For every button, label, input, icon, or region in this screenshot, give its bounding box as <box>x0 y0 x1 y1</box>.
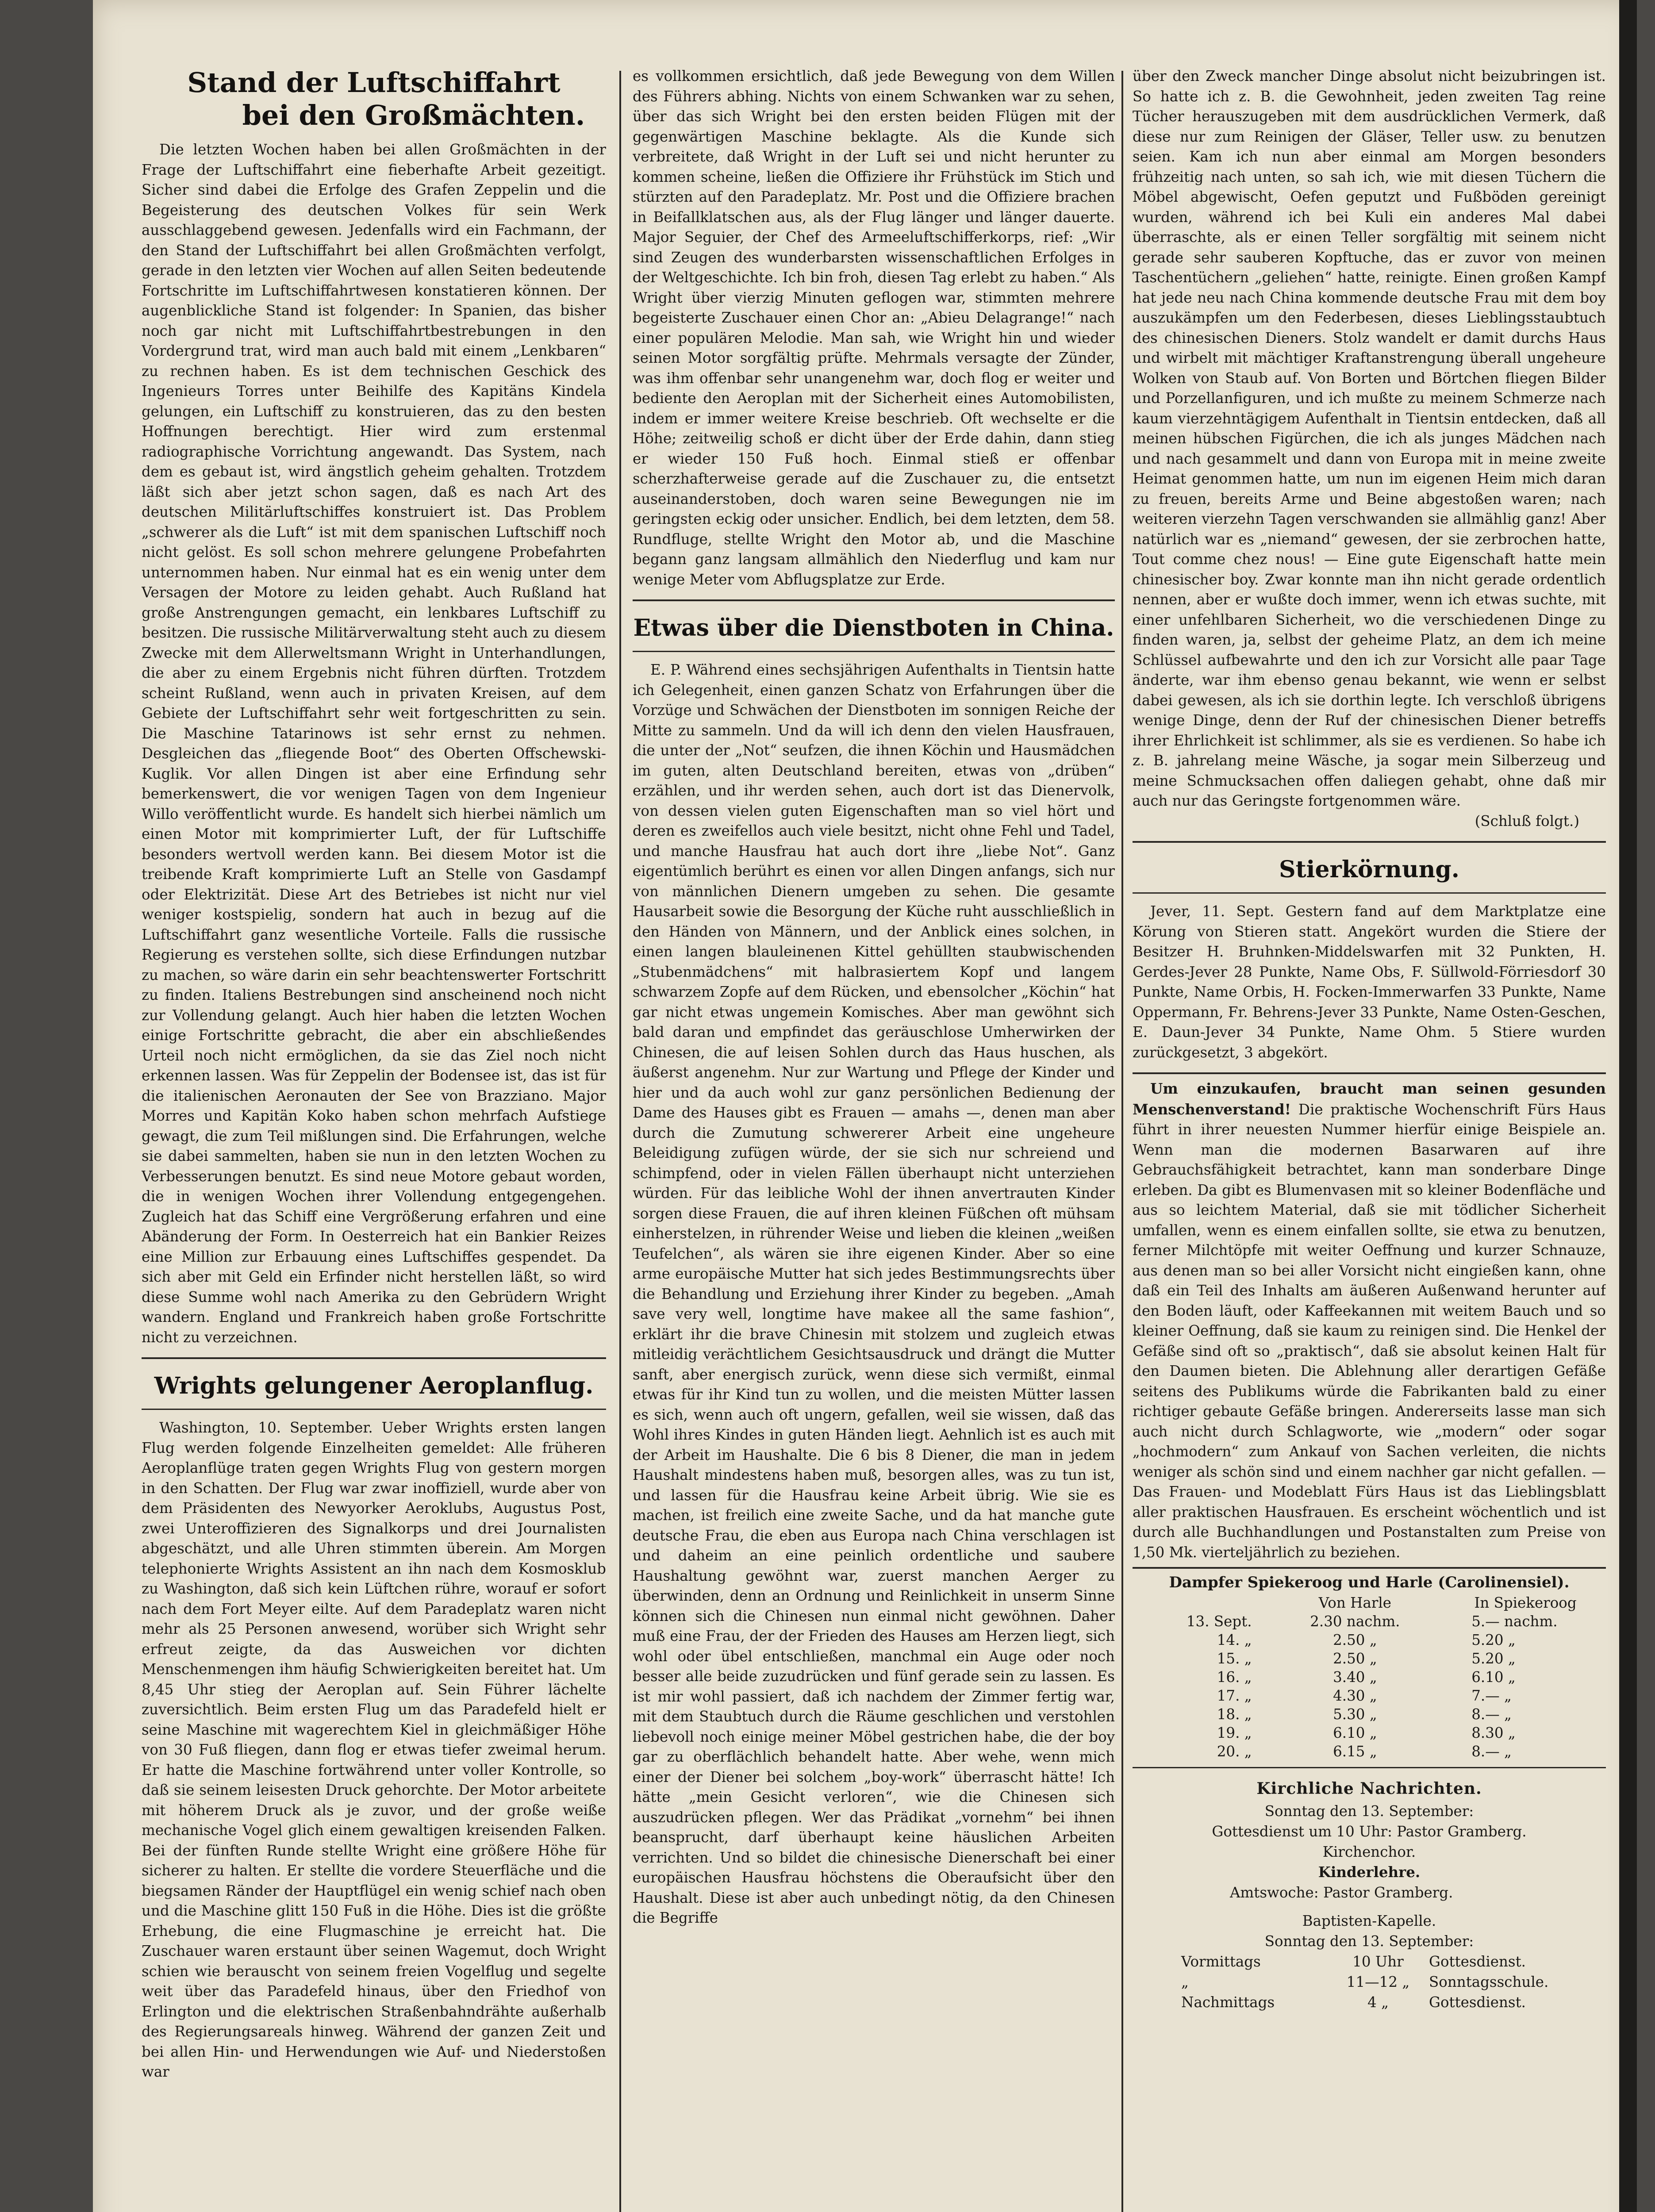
table-row: 20. „ 6.15 „ 8.— „ <box>1217 1743 1512 1760</box>
article-divider <box>633 599 1115 601</box>
article-divider <box>1133 1767 1606 1768</box>
advertisement-box <box>1133 1072 1606 1569</box>
column-2 <box>633 66 1115 2212</box>
article-body-china-part2: über den Zweck mancher Dinge absolut nicht beizubringen ist. So hatte ich z. B. die Gewohnheit, jeden zweiten Tag reine Tücher herauszugeben mit dem ausdrücklichen Vermerk, daß diese nur zum Reinigen der Gläser, Teller usw. zu benutzen seien. Kam ich nun aber einmal am Morgen besonders frühzeitig nach unten, so sah ich, wie mit diesen Tüchern die Möbel abgewischt, Oefen geputzt und Fußböden gereinigt wurden, während ich bei Kuli ein anderes Mal dabei überraschte, als er einen Teller sorgfältig mit seinem nicht gerade sehr sauberen Kopftuche, das er zuvor von meinen Taschentüchern „geliehen“ hatte, reinigte. Einen großen Kampf hat jede neu nach China kommende deutsche Frau mit dem boy auszukämpfen um den Federbesen, dieses Lieblingsstaubtuch des chinesischen Dieners. Stolz wandelt er damit durchs Haus und wirbelt mit mächtiger Kraftanstrengung überall ungeheure Wolken von Staub auf. Von Borten und Börtchen fliegen Bilder und Porzellanfiguren, und ich mußte zu meinem Schmerze nach kaum vierzehntägigem Aufenthalt in Tientsin entdecken, daß all meinen hübschen Figürchen, die ich als junges Mädchen nach und nach gesammelt und dann von Europa mit in meine zweite Heimat genommen hatte, um nun im eigenen Heim mich daran zu freuen, bereits Arme und Beine abgestoßen waren; nach weiteren vierzehn Tagen verschwanden sie allmählig ganz! Aber natürlich war es „niemand“ gewesen, der sie zerbrochen hatte, Tout comme chez nous! — Eine gute Eigenschaft hatte mein chinesischer boy. Zwar konnte man ihn nicht gerade ordentlich nennen, aber er wußte doch immer, wenn ich etwas suchte, mit einer unfehlbaren Sicherheit, wo die verschiedenen Dinge zu finden waren, ja, selbst der geheime Platz, an dem ich meine Schlüssel aufbewahrte und den ich zur Vorsicht alle paar Tage änderte, war ihm ebenso genau bekannt, wie wenn er selbst dabei gewesen, als ich sie dorthin legte. Ich verschloß übrigens wenige Dinge, denn der Ruf der chinesischen Diener betreffs ihrer Ehrlichkeit ist schlimmer, als sie es verdienen. So habe ich z. B. jahrelang meine Wäsche, ja sogar mein Silberzeug und meine Schmucksachen offen daliegen gehabt, ohne daß mir auch nur das Geringste fortgenommen wäre. <box>1133 68 1606 809</box>
article-divider <box>142 1409 606 1410</box>
list-item: Nachmittags 4 „ Gottesdienst. <box>1181 1994 1526 2011</box>
article-title-stierkoerung: Stierkörnung. <box>1279 856 1459 883</box>
ferry-schedule <box>1133 1571 1606 1761</box>
title-line-2: bei den Großmächten. <box>242 99 585 131</box>
newspaper-page <box>93 0 1637 2212</box>
church-notices <box>1133 1776 1606 2012</box>
baptist-chapel-schedule <box>1133 1951 1606 2012</box>
article-divider <box>1133 841 1606 843</box>
article-body-luftschiffahrt: Die letzten Wochen haben bei allen Großmächten in der Frage der Luftschiffahrt eine fieberhafte Arbeit gezeitigt. Sicher sind dabei die Erfolge des Grafen Zeppelin und die Begeisterung des deutschen Volkes für sein Werk ausschlaggebend gewesen. Jedenfalls wird ein Fachmann, der den Stand der Luftschiffahrt bei allen Großmächten verfolgt, gerade in den letzten vier Wochen auf allen Seiten bedeutende Fortschritte im Luftschiffahrtwesen konstatieren können. Der augenblickliche Stand ist folgender: In Spanien, das bisher noch gar nicht mit Luftschiffahrtbestrebungen in den Vordergrund trat, wird man auch bald mit einem „Lenkbaren“ zu rechnen haben. Es ist dem technischen Geschick des Ingenieurs Torres unter Beihilfe des Kapitäns Kindela gelungen, ein Luftschiff zu konstruieren, das zu den besten Hoffnungen berechtigt. Hier wird zum erstenmal radiographische Vorrichtung angewandt. Das System, nach dem es gebaut ist, wird ängstlich geheim gehalten. Trotzdem läßt sich aber jetzt schon sagen, daß es nach Art des deutschen Militärluftschiffes konstruiert ist. Das Problem „schwerer als die Luft“ ist mit dem spanischen Luftschiff noch nicht gelöst. Es soll schon mehrere gelungene Probefahrten unternommen haben. Nur einmal hat es ein wenig unter dem Versagen der Motore zu leiden gehabt. Auch Rußland hat große Anstrengungen gemacht, ein lenkbares Luftschiff zu besitzen. Die russische Militärverwaltung steht auch zu diesem Zwecke mit dem Allerweltsmann Wright in Unterhandlungen, die aber zu einem Ergebnis nicht führen dürften. Trotzdem scheint Rußland, wenn auch in privaten Kreisen, auf dem Gebiete der Luftschiffahrt sehr weit fortgeschritten zu sein. Die Maschine Tatarinows ist sehr ernst zu nehmen. Desgleichen das „fliegende Boot“ des Oberten Offschewski-Kuglik. Vor allen Dingen ist aber eine Erfindung sehr bemerkenswert, die vor wenigen Tagen von dem Ingenieur Willo veröffentlicht wurde. Es handelt sich hierbei nämlich um einen Motor mit komprimierter Luft, der für Luftschiffe besonders wertvoll werden kann. Bei diesem Motor ist die treibende Kraft komprimierte Luft an Stelle von Gasdampf oder Elektrizität. Diese Art des Betriebes ist nicht nur viel weniger kostspielig, sondern hat auch in bezug auf die Luftschiffahrt ganz wesentliche Vorteile. Falls die russische Regierung es verstehen sollte, sich diese Erfindungen nutzbar zu machen, so wäre darin ein sehr beachtenswerter Fortschritt zu finden. Italiens Bestrebungen sind anscheinend noch nicht zur Vollendung gelangt. Auch hier haben die letzten Wochen einige Fortschritte gebracht, die aber ein abschließendes Urteil noch nicht ermöglichen, da sie das Ziel noch nicht erkennen lassen. Was für Zeppelin der Bodensee ist, das ist für die italienischen Aeronauten der See von Brazziano. Major Morres und Kapitän Koko haben schon mehrfach Aufstiege gewagt, die zum Teil mißlungen sind. Die Erfahrungen, welche sie dabei sammelten, haben sie nun in den letzten Wochen zu Verbesserungen benutzt. Es sind neue Motore gebaut worden, die in wenigen Wochen ihrer Vollendung entgegengehen. Zugleich hat das Schiff eine Vergrößerung erfahren und eine Abänderung der Form. In Oesterreich hat ein Bankier Reizes eine Million zur Erbauung eines Luftschiffes gespendet. Da sich aber mit Geld ein Erfinder nicht herstellen läßt, so wird diese Summe wohl nach Amerika zu den Gebrüdern Wright wandern. England und Frankreich haben große Fortschritte nicht zu verzeichnen. <box>142 141 606 1346</box>
church-notices-title: Kirchliche Nachrichten. <box>1256 1779 1482 1798</box>
scan-edge <box>1619 0 1637 2212</box>
article-body-stierkoerung: Jever, 11. Sept. Gestern fand auf dem Marktplatze eine Körung von Stieren statt. Angekört wurden die Stiere der Besitzer H. Bruhnken-Middelswarfen mit 32 Punkten, H. Gerdes-Jever 28 Punkte, Name Obs, F. Süllwold-Förriesdorf 30 Punkte, Name Orbis, H. Focken-Immerwarfen 33 Punkte, Name Oppermann, Fr. Behrens-Jever 33 Punkte, Name Osten-Geschen, E. Daun-Jever 34 Punkte, Name Ohm. 5 Stiere wurden zurückgesetzt, 3 abgekört. <box>1133 903 1606 1061</box>
column-rule <box>619 71 621 2212</box>
article-divider <box>1133 892 1606 894</box>
baptist-chapel-title: Baptisten-Kapelle. <box>1302 1912 1436 1929</box>
article-body-wright-part1: Washington, 10. September. Ueber Wrights ersten langen Flug werden folgende Einzelheiten gemeldet: Alle früheren Aeroplanflüge traten gegen Wrights Flug von gestern morgen in den Schatten. Der Flug war zwar inoffiziell, wurde aber von dem Präsidenten des Newyorker Aeroklubs, Augustus Post, zwei Unteroffizieren des Signalkorps und drei Journalisten abgeschätzt, und alle Uhren stimmten überein. Am Morgen telephonierte Wrights Assistent an ihn nach dem Kosmosklub zu Washington, daß sich kein Lüftchen rühre, worauf er sofort nach dem Fort Meyer eilte. Auf dem Paradeplatz waren nicht mehr als 25 Personen anwesend, worüber sich Wright sehr erfreut zeigte, da das Ausweichen vor dichten Menschenmengen ihm häufig Schwierigkeiten bereitet hat. Um 8,45 Uhr stieg der Aeroplan auf. Sein Führer lächelte zuversichtlich. Beim ersten Flug um das Paradefeld hielt er seine Maschine mit wagerechtem Kiel in gleichmäßiger Höhe von 30 Fuß fliegen, dann flog er etwas tiefer zweimal herum. Er hatte die Maschine fortwährend unter voller Kontrolle, so daß sie seinem leisesten Druck gehorchte. Der Motor arbeitete mit höherem Druck als je zuvor, und der große weiße mechanische Vogel glich einem gewaltigen kreisenden Falken. Bei der fünften Runde stellte Wright eine größere Höhe für sicherer zu halten. Er stellte die vordere Steuerfläche und die biegsamen Ränder der Hauptflügel ein wenig schief nach oben und die Maschine glitt 150 Fuß in die Höhe. Dies ist die größte Erhebung, die eine Flugmaschine je erreicht hat. Die Zuschauer waren erstaunt über seinen Wagemut, doch Wright schien wie berauscht von seinem freien Vogelflug und segelte weit über das Paradefeld hinaus, über den Friedhof von Erlington und die elektrischen Straßenbahndrähte außerhalb des Regierungsareals hinweg. Während der ganzen Zeit und bei allen Hin- und Herwendungen wie Auf- und Niederstoßen war <box>142 1419 606 2080</box>
column-rule <box>1121 71 1123 2212</box>
column-3 <box>1133 66 1606 2212</box>
article-title-wright: Wrights gelungener Aeroplanflug. <box>154 1372 594 1399</box>
ferry-schedule-title: Dampfer Spiekeroog und Harle (Carolinensiel). <box>1169 1574 1570 1591</box>
column-header-to: In Spiekeroog <box>1474 1594 1577 1611</box>
title-line-1: Stand der Luftschiffahrt <box>187 66 561 99</box>
article-body-china-part1: E. P. Während eines sechsjährigen Aufenthalts in Tientsin hatte ich Gelegenheit, einen ganzen Schatz von Erfahrungen über die Vorzüge und Schwächen der Dienstboten im sonnigen Reiche der Mitte zu sammeln. Und da will ich denn den vielen Hausfrauen, die unter der „Not“ seufzen, die ihnen Köchin und Hausmädchen im guten, alten Deutschland bereiten, etwas von „drüben“ erzählen, und ihr werden sehen, auch dort ist das Dienervolk, von dessen vielen guten Eigenschaften man so viel hört und deren es zweifellos auch viele besitzt, nicht ohne Fehl und Tadel, und manche Hausfrau hat auch dort ihre „liebe Not“. Ganz eigentümlich berührt es einen vor allen Dingen anfangs, sich nur von männlichen Dienern umgeben zu sehen. Die gesamte Hausarbeit sowie die Besorgung der Küche ruht ausschließlich in den Händen von Männern, und der Anblick eines solchen, in einen langen blauleinenen Kittel gehüllten staubwischenden „Stubenmädchens“ mit halbrasiertem Kopf und langem schwarzem Zopfe auf dem Rücken, und ebensolcher „Köchin“ hat gar nicht etwas ungemein Komisches. Aber man gewöhnt sich bald daran und empfindet das geräuschlose Umherwirken der Chinesen, die auf leisen Sohlen durch das Haus huschen, als äußerst angenehm. Nur zur Wartung und Pflege der Kinder und hier und da auch wohl zur ganz persönlichen Bedienung der Dame des Hauses gibt es Frauen — amahs —, denen man aber durch die Zumutung schwererer Arbeit eine ungeheure Beleidigung zufügen würde, der sie sich nur schreiend und schimpfend, oder in vielen Fällen überhaupt nicht unterziehen würden. Für das leibliche Wohl der ihnen anvertrauten Kinder sorgen diese Frauen, die auf ihren kleinen Füßchen oft mühsam einherstelzen, in rührender Weise und lieben die kleinen „weißen Teufelchen“, als wären sie ihre eigenen Kinder. Aber so eine arme europäische Mutter hat sich jedes Bestimmungsrechts über die Behandlung und Erziehung ihrer Kinder zu begeben. „Amah save very well, longtime have makee all the same fashion“, erklärt ihr die brave Chinesin mit stolzem und zugleich etwas mitleidig verächtlichem Gesichtsausdruck und drängt die Mutter sanft, aber energisch zurück, wenn diese sich vermißt, einmal etwas für ihr Kind tun zu wollen, und die meisten Mütter lassen es sich, wenn auch oft ungern, gefallen, weil sie wissen, daß das Wohl ihres Kindes in guten Händen liegt. Aehnlich ist es auch mit der Arbeit im Haushalte. Die 6 bis 8 Diener, die man in jedem Haushalt mindestens haben muß, besorgen alles, was zu tun ist, und lassen für die Hausfrau keine Arbeit übrig. Wie sie es machen, ist freilich eine zweite Sache, und da hat manche gute deutsche Frau, die eben aus Europa nach China verschlagen ist und daheim an eine peinlich ordentliche und saubere Haushaltung gewöhnt war, zuerst manchen Aerger zu überwinden, denn an Ordnung und Reinlichkeit in unserm Sinne können sich die Chinesen nun einmal nicht gewöhnen. Daher muß eine Frau, der der Frieden des Hauses am Herzen liegt, sich wohl oder übel entschließen, manchmal ein Auge oder noch besser alle beide zuzudrücken und fünf gerade sein zu lassen. Es ist mir wohl passiert, daß ich nachdem der Zimmer fertig war, mit dem Staubtuch durch die Räume geschlichen und verstohlen liebevoll noch einige meiner Möbel gestrichen habe, die der boy gar zu oberflächlich behandelt hatte. Aber wehe, wenn mich einer der Diener bei solchem „boy-work“ überrascht hätte! Ich hätte „mein Gesicht verloren“, wie die Chinesen sich auszudrücken pflegen. Wer das Prädikat „vornehm“ bei ihnen beansprucht, darf überhaupt keine häuslichen Arbeiten verrichten. Und so bildet die chinesische Dienerschaft bei einer europäischen Hausfrau höchstens die Oberaufsicht über den Haushalt. Diese ist aber auch unbedingt nötig, da den Chinesen die Begriffe <box>633 661 1115 1926</box>
advertisement-headline: Um einzukaufen, braucht man seinen gesunden Menschenverstand! <box>1133 1080 1606 1118</box>
table-row: 14. „ 2.50 „ 5.20 „ <box>1217 1632 1516 1648</box>
table-row: 17. „ 4.30 „ 7.— „ <box>1217 1687 1512 1704</box>
list-item: „ 11—12 „ Sonntagsschule. <box>1181 1974 1549 1990</box>
church-choir: Kirchenchor. <box>1322 1843 1416 1860</box>
article-title-china: Etwas über die Dienstboten in China. <box>633 614 1114 641</box>
baptist-chapel-date: Sonntag den 13. September: <box>1264 1933 1474 1950</box>
table-row: 18. „ 5.30 „ 8.— „ <box>1217 1706 1512 1723</box>
article-divider <box>142 1357 606 1359</box>
column-1 <box>142 66 606 2212</box>
article-divider <box>633 651 1115 652</box>
article-title-luftschiffahrt <box>142 66 606 132</box>
ferry-schedule-table <box>1133 1594 1606 1761</box>
church-service: Gottesdienst um 10 Uhr: Pastor Gramberg. <box>1212 1823 1527 1840</box>
table-row: 16. „ 3.40 „ 6.10 „ <box>1217 1669 1516 1686</box>
table-row: 19. „ 6.10 „ 8.30 „ <box>1217 1724 1516 1741</box>
church-date: Sonntag den 13. September: <box>1264 1803 1474 1820</box>
article-body-wright-part2: es vollkommen ersichtlich, daß jede Bewegung von dem Willen des Führers abhing. Nichts von einem Schwanken war zu sehen, über das sich Wright bei den ersten beiden Flügen mit der gegenwärtigen Maschine beklagte. Als die Kunde sich verbreitete, daß Wright in der Luft sei und nicht herunter zu kommen scheine, ließen die Offiziere ihr Frühstück im Stich und stürzten auf den Paradeplatz. Mr. Post und die Offiziere brachen in Beifallklatschen aus, als der Flug länger und länger dauerte. Major Seguier, der Chef des Armeeluftschifferkorps, rief: „Wir sind Zeugen des wunderbarsten wissenschaftlichen Erfolges in der Weltgeschichte. Ich bin froh, diesen Tag erlebt zu haben.“ Als Wright über vierzig Minuten geflogen war, stimmten mehrere begeisterte Zuschauer einen Chor an: „Abieu Delagrange!“ nach einer populären Melodie. Man sah, wie Wright hin und wieder seinen Motor sorgfältig prüfte. Mehrmals versagte der Zünder, was ihm offenbar sehr unangenehm war, doch flog er weiter und bediente den Aeroplan mit der Sicherheit eines Automobilisten, indem er immer weitere Kreise beschrieb. Oft wechselte er die Höhe; zeitweilig schoß er dicht über der Erde dahin, dann stieg er wieder 150 Fuß hoch. Einmal stieß er offenbar scherzhafterweise gerade auf die Zuschauer zu, die entsetzt auseinanderstoben, doch waren seine Bewegungen nie im geringsten eckig oder unsicher. Endlich, bei dem letzten, dem 58. Rundfluge, stellte Wright den Motor ab, und die Maschine begann ganz langsam allmählich den Niederflug und kam nur wenige Meter vom Abflugsplatze zur Erde. <box>633 68 1115 588</box>
church-duty-week: Amtswoche: Pastor Gramberg. <box>1230 1884 1453 1901</box>
church-catechism: Kinderlehre. <box>1318 1863 1421 1881</box>
list-item: Vormittags 10 Uhr Gottesdienst. <box>1181 1953 1526 1970</box>
continuation-note: (Schluß folgt.) <box>1475 812 1579 830</box>
advertisement-body: Die praktische Wochenschrift Fürs Haus führt in ihrer neuesten Nummer hierfür einige Beispiele an. Wenn man die modernen Basarwaren auf ihre Gebrauchsfähigkeit betrachtet, kann man sonderbare Dinge erleben. Da gibt es Blumenvasen mit so kleiner Bodenfläche und aus so leichtem Material, daß sie mit tödlicher Sicherheit umfallen, wenn es einem einfallen sollte, sie etwa zu benutzen, ferner Milchtöpfe mit weiter Oeffnung und kurzer Schnauze, aus denen man so bei aller Vorsicht nicht eingießen kann, ohne daß ein Teil des Inhalts am äußeren Außenwand herunter auf den Boden läuft, oder Kaffeekannen mit weitem Bauch und so kleiner Oeffnung, daß sie kaum zu reinigen sind. Die Henkel der Gefäße sind oft so „praktisch“, daß sie absolut keinen Halt für den Daumen bieten. Die Ablehnung aller derartigen Gefäße seitens des Publikums würde die Fabrikanten bald zu einer richtiger gebaute Gefäße bringen. Andererseits lasse man sich auch nicht durch Schlagworte, wie „modern“ oder sogar „hochmodern“ zum Ankauf von Sachen verleiten, die nichts weniger als schön sind und einem nachher gar nicht gefallen. — Das Frauen- und Modeblatt Fürs Haus ist das Lieblingsblatt aller praktischen Hausfrauen. Es erscheint wöchentlich und ist durch alle Buchhandlungen und Postanstalten zum Preise von 1,50 Mk. vierteljährlich zu beziehen. <box>1133 1101 1606 1561</box>
advertisement-text <box>1133 1079 1606 1563</box>
table-row: 13. Sept. 2.30 nachm. 5.— nachm. <box>1186 1613 1558 1630</box>
column-header-from: Von Harle <box>1318 1594 1391 1611</box>
table-row: 15. „ 2.50 „ 5.20 „ <box>1217 1650 1516 1667</box>
table-header-row <box>1133 1594 1606 1612</box>
